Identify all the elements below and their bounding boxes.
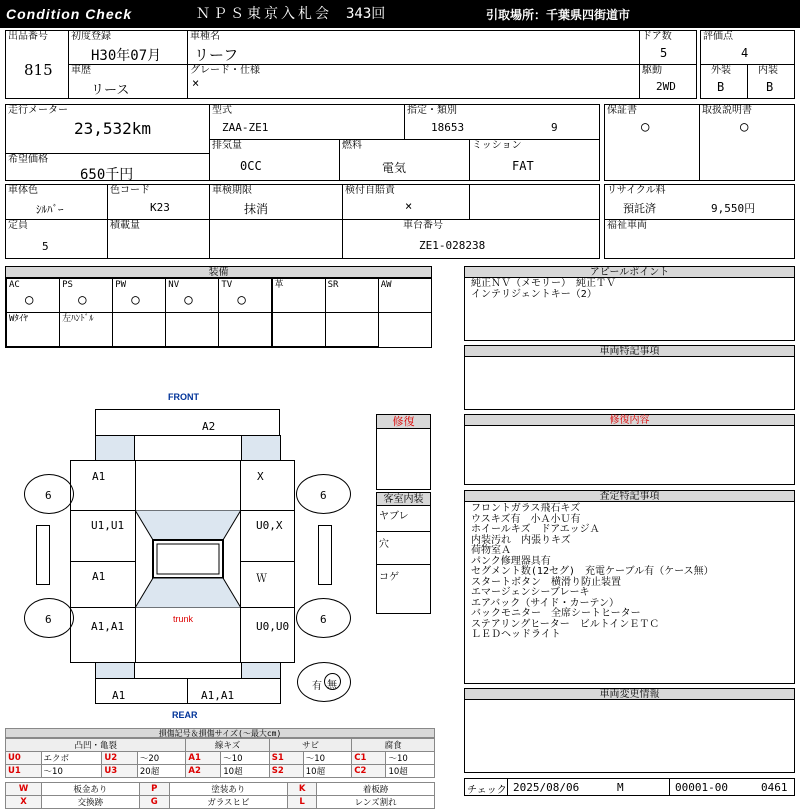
blank-box-r3 (469, 184, 600, 220)
symbol-cell: K (288, 783, 317, 796)
symbol-cell: G (139, 796, 169, 809)
taillight-right (241, 662, 281, 679)
legend-cell: C1 (352, 752, 386, 765)
warranty-box (604, 104, 700, 181)
mileage-label: 走行メーター (8, 105, 68, 116)
cabin-glass (135, 510, 241, 608)
model-code-value: ZAA-ZE1 (222, 121, 269, 134)
rating-value: 4 (741, 46, 749, 60)
fr-door[interactable] (240, 510, 295, 562)
chassis-box (342, 219, 600, 259)
first-reg-value: H30年07月 (91, 48, 162, 64)
rating-label: 評価点 (703, 31, 733, 42)
equip-pw (112, 278, 166, 313)
fuel-value: 電気 (382, 161, 407, 175)
grade-value: × (192, 76, 200, 90)
equip-sr (325, 278, 379, 313)
equip-mark: ○ (78, 292, 87, 308)
divider (669, 779, 670, 795)
legend-cell: U2 (102, 752, 138, 765)
legend-cell: A1 (186, 752, 221, 765)
cabin-item-tear: ヤブレ (379, 511, 409, 522)
brand: Condition Check (6, 6, 133, 22)
fl-door-mark: U1,U1 (91, 519, 125, 532)
equip-mark: ○ (184, 292, 193, 308)
equip-row2-cell (59, 312, 113, 347)
history-value: リース (91, 83, 130, 98)
displacement-label: 排気量 (212, 140, 242, 151)
legend-header: 線キズ (186, 739, 269, 752)
equip-mark: ○ (237, 292, 246, 308)
load-label: 積載量 (110, 220, 140, 231)
equip-row2-cell (218, 312, 272, 347)
transmission-value: FAT (512, 159, 534, 173)
history-label: 車歴 (71, 65, 91, 76)
symbol-cell: X (6, 796, 42, 809)
capacity-value: 5 (42, 240, 49, 253)
trunk-label: trunk (173, 614, 194, 624)
exterior-box (700, 64, 748, 99)
manual-box (699, 104, 795, 181)
equip-label: 左ﾊﾝﾄﾞﾙ (62, 314, 94, 324)
legend-cell: 〜10 (386, 752, 435, 765)
equip-aw (378, 278, 432, 313)
inspection-notes-text: フロントガラス飛石キズ ウスキズ有 小Ａ小Ｕ有 ホイールキズ ドアエッジＡ 内装汚れ 内張りキズ 荷物室Ａ パンク修理器具有 セグメント数(12セグ) 充電ケーブル有（ケース無） スタートボタン 横滑り防止装置 エマージェンシーブレーキ エアバック（サイド・カーテン） バックモニター 全席シートヒーター ステアリングヒーター ビルトインＥＴＣ ＬＥＤヘッドライト (471, 503, 714, 640)
divider (507, 779, 508, 795)
rr-door-mark: Ｗ (256, 572, 267, 585)
exterior-label: 外装 (711, 65, 731, 76)
inspection-label: 車検期限 (212, 185, 252, 196)
equip-label: AW (380, 280, 392, 290)
fr-door-mark: U0,X (256, 519, 283, 532)
exterior-value: B (717, 80, 725, 94)
equip-mark: ○ (131, 292, 140, 308)
cabin-title: 客室内装 (377, 493, 430, 506)
equip-row2-cell (6, 312, 60, 347)
cabin-box (376, 492, 431, 614)
first-reg-label: 初度登録 (71, 31, 111, 42)
desired-price-label: 希望価格 (8, 154, 48, 165)
interior-label: 内装 (758, 65, 778, 76)
lot-value: 815 (24, 61, 53, 79)
symbol-cell: レンズ割れ (317, 796, 435, 809)
designation-value2: 9 (551, 121, 558, 134)
drive-value: 2WD (656, 80, 676, 93)
repair-title: 修復 (377, 415, 430, 429)
grade-box (187, 64, 640, 99)
recycle-box (604, 184, 795, 220)
change-info-section (464, 688, 795, 773)
legend-cell: U3 (102, 765, 138, 778)
equip-row2-cell (325, 312, 379, 347)
legend-cell: 〜20 (137, 752, 186, 765)
repair-content-section (464, 414, 795, 485)
taillight-left (95, 662, 135, 679)
roof-front[interactable] (135, 460, 241, 511)
legend-cell: 20超 (137, 765, 186, 778)
fl-fender-mark: A1 (92, 470, 106, 483)
drive-box (639, 64, 697, 99)
equipment-title: 装備 (6, 267, 431, 278)
legend-cell: 〜10 (221, 752, 270, 765)
equip-row2-cell (165, 312, 219, 347)
model-code-box (209, 104, 405, 140)
inspection-notes-section (464, 490, 795, 684)
mileage-box (5, 104, 210, 154)
check-label: チェック (467, 785, 507, 796)
footer-number: 0461 (761, 781, 788, 794)
equip-label: NV (168, 280, 180, 290)
designation-box (404, 104, 600, 140)
model-name-value: リーフ (194, 46, 239, 64)
rl-door-mark: A1 (92, 570, 106, 583)
inspection-value: 抹消 (244, 202, 269, 216)
chassis-label: 車台番号 (403, 220, 443, 231)
equip-label: AC (9, 280, 20, 290)
checker: M (617, 781, 624, 794)
transmission-box (469, 139, 600, 181)
pickup-location: 引取場所：千葉県四街道市 (486, 8, 631, 22)
legend-cell: U0 (6, 752, 42, 765)
symbol-cell: 交換跡 (42, 796, 140, 809)
appeal-title: アピールポイント (465, 267, 794, 278)
legend-header: 凸凹・亀裂 (6, 739, 186, 752)
equip-label: Wﾀｲﾔ (9, 314, 28, 324)
symbol-table (5, 782, 435, 809)
mirror-right (318, 525, 332, 585)
capacity-box (5, 219, 108, 259)
fl-fender[interactable] (70, 460, 136, 511)
inspection-notes-title: 査定特記事項 (465, 491, 794, 502)
equip-label: SR (327, 280, 339, 290)
history-box (68, 64, 188, 99)
equip-row2-cell (272, 312, 326, 347)
wheel-fr-mark: 6 (320, 489, 327, 502)
displacement-value: 0CC (240, 159, 262, 173)
divider (377, 531, 430, 532)
rating-box (700, 30, 795, 65)
front-label: FRONT (168, 392, 199, 402)
cabin-item-burn: コゲ (379, 572, 399, 583)
desired-price-value: 650千円 (80, 167, 134, 183)
legend-title: 損傷記号＆損傷サイズ(〜最大cm) (5, 728, 435, 738)
liability-value: × (405, 199, 413, 213)
equip-label: TV (221, 280, 233, 290)
appeal-section (464, 266, 795, 341)
wheel-rl-mark: 6 (45, 613, 52, 626)
doors-label: ドア数 (642, 31, 672, 42)
interior-box (747, 64, 795, 99)
desired-price-box (5, 153, 210, 181)
special-title: 車両特記事項 (465, 346, 794, 357)
equip-tv (218, 278, 272, 313)
recycle-status: 預託済 (623, 202, 656, 215)
rr-quarter[interactable] (240, 607, 295, 663)
symbol-cell: P (139, 783, 169, 796)
designation-label: 指定・類別 (407, 105, 457, 116)
chassis-value: ZE1-028238 (419, 239, 486, 252)
symbol-cell: 塗装あり (169, 783, 287, 796)
drive-label: 駆動 (642, 65, 662, 76)
doors-value: 5 (660, 46, 668, 60)
legend-header: サビ (269, 739, 351, 752)
rl-quarter-mark: A1,A1 (91, 620, 125, 633)
fr-fender-mark: X (257, 470, 264, 483)
repair-content-title: 修復内容 (465, 415, 794, 426)
legend-cell: 〜10 (41, 765, 102, 778)
recycle-amount: 9,550円 (711, 202, 756, 215)
designation-value1: 18653 (431, 121, 465, 134)
warranty-value: ○ (641, 119, 650, 135)
symbol-cell: W (6, 783, 42, 796)
legend-cell: U1 (6, 765, 42, 778)
welfare-box (604, 219, 795, 259)
symbol-cell: 板金あり (42, 783, 140, 796)
body-color-box (5, 184, 108, 220)
equip-nv (165, 278, 219, 313)
symbol-cell: ガラスヒビ (169, 796, 287, 809)
body-color-label: 車体色 (8, 185, 38, 196)
wheel-rr-mark: 6 (320, 613, 327, 626)
hood-mark: A2 (202, 420, 216, 433)
header-bar (0, 0, 800, 28)
fuel-box (339, 139, 470, 181)
footer-code: 00001-00 (675, 781, 728, 794)
equip-label: 革 (274, 280, 284, 290)
rear-bumper-left[interactable] (95, 678, 188, 704)
legend-cell: エクボ (41, 752, 102, 765)
equip-革 (272, 278, 326, 313)
headlight-left (95, 435, 135, 461)
legend-cell: 10超 (221, 765, 270, 778)
check-date: 2025/08/06 (513, 781, 580, 794)
legend-cell: S2 (269, 765, 303, 778)
legend-cell: C2 (352, 765, 386, 778)
divider (377, 564, 430, 565)
legend-cell: 〜10 (303, 752, 352, 765)
appeal-text: 純正ＮＶ（メモリー） 純正ＴＶ インテリジェントキー（2） (471, 278, 616, 300)
spare-mark: 無 (327, 680, 337, 691)
rear-bumper-left-mark: A1 (112, 689, 126, 702)
spare-label: 有 (312, 681, 322, 692)
doors-box (639, 30, 697, 65)
mirror-left (36, 525, 50, 585)
model-name-box (187, 30, 640, 65)
model-code-label: 型式 (212, 105, 232, 116)
liability-label: 検付自賠責 (345, 185, 395, 196)
symbol-cell: 着板跡 (317, 783, 435, 796)
auction-session: 343回 (346, 6, 386, 22)
model-name-label: 車種名 (190, 31, 220, 42)
cabin-item-hole: 穴 (379, 539, 389, 550)
first-reg-box (68, 30, 188, 65)
special-section (464, 345, 795, 410)
capacity-label: 定員 (8, 220, 28, 231)
color-code-label: 色コード (110, 185, 150, 196)
inspection-box (209, 184, 343, 220)
hood-panel[interactable] (95, 409, 280, 436)
mileage-value: 23,532km (74, 119, 152, 138)
lot-number-box (5, 30, 69, 99)
auction-name: ＮＰＳ東京入札会 (196, 6, 332, 22)
equip-label: PS (62, 280, 73, 290)
welfare-label: 福祉車両 (607, 220, 647, 231)
color-code-value: K23 (150, 201, 170, 214)
wheel-fl-mark: 6 (45, 489, 52, 502)
grade-label: グレード・仕様 (190, 65, 260, 76)
transmission-label: ミッション (472, 140, 522, 151)
equip-ac (6, 278, 60, 313)
equip-ps (59, 278, 113, 313)
body-color-value: ｼﾙﾊﾞｰ (36, 203, 64, 216)
fr-fender[interactable] (240, 460, 295, 511)
blank-box-r4 (209, 219, 343, 259)
liability-box (342, 184, 470, 220)
fl-door[interactable] (70, 510, 136, 562)
rr-door[interactable] (240, 561, 295, 608)
load-box (107, 219, 210, 259)
legend-cell: S1 (269, 752, 303, 765)
equip-mark: ○ (25, 292, 34, 308)
rear-label: REAR (172, 710, 198, 720)
rl-quarter[interactable] (70, 607, 136, 663)
legend-cell: 10超 (386, 765, 435, 778)
warranty-label: 保証書 (607, 105, 637, 116)
legend-cell: 10超 (303, 765, 352, 778)
manual-value: ○ (740, 119, 749, 135)
manual-label: 取扱説明書 (702, 105, 752, 116)
symbol-cell: L (288, 796, 317, 809)
repair-box (376, 414, 431, 490)
legend-cell: A2 (186, 765, 221, 778)
legend-table (5, 738, 435, 778)
legend-header: 腐食 (352, 739, 435, 752)
equipment-section (5, 266, 432, 348)
rr-quarter-mark: U0,U0 (256, 620, 290, 633)
headlight-right (241, 435, 281, 461)
lot-label: 出品番号 (8, 31, 48, 42)
car-diagram (0, 380, 375, 720)
rl-door[interactable] (70, 561, 136, 608)
displacement-box (209, 139, 340, 181)
footer-bar (464, 778, 795, 796)
color-code-box (107, 184, 210, 220)
equip-row2-cell (112, 312, 166, 347)
interior-value: B (766, 80, 774, 94)
equip-label: PW (115, 280, 127, 290)
recycle-label: リサイクル料 (607, 185, 666, 196)
damage-legend (5, 728, 435, 809)
rear-bumper-right-mark: A1,A1 (201, 689, 235, 702)
fuel-label: 燃料 (342, 140, 362, 151)
change-info-title: 車両変更情報 (465, 689, 794, 700)
